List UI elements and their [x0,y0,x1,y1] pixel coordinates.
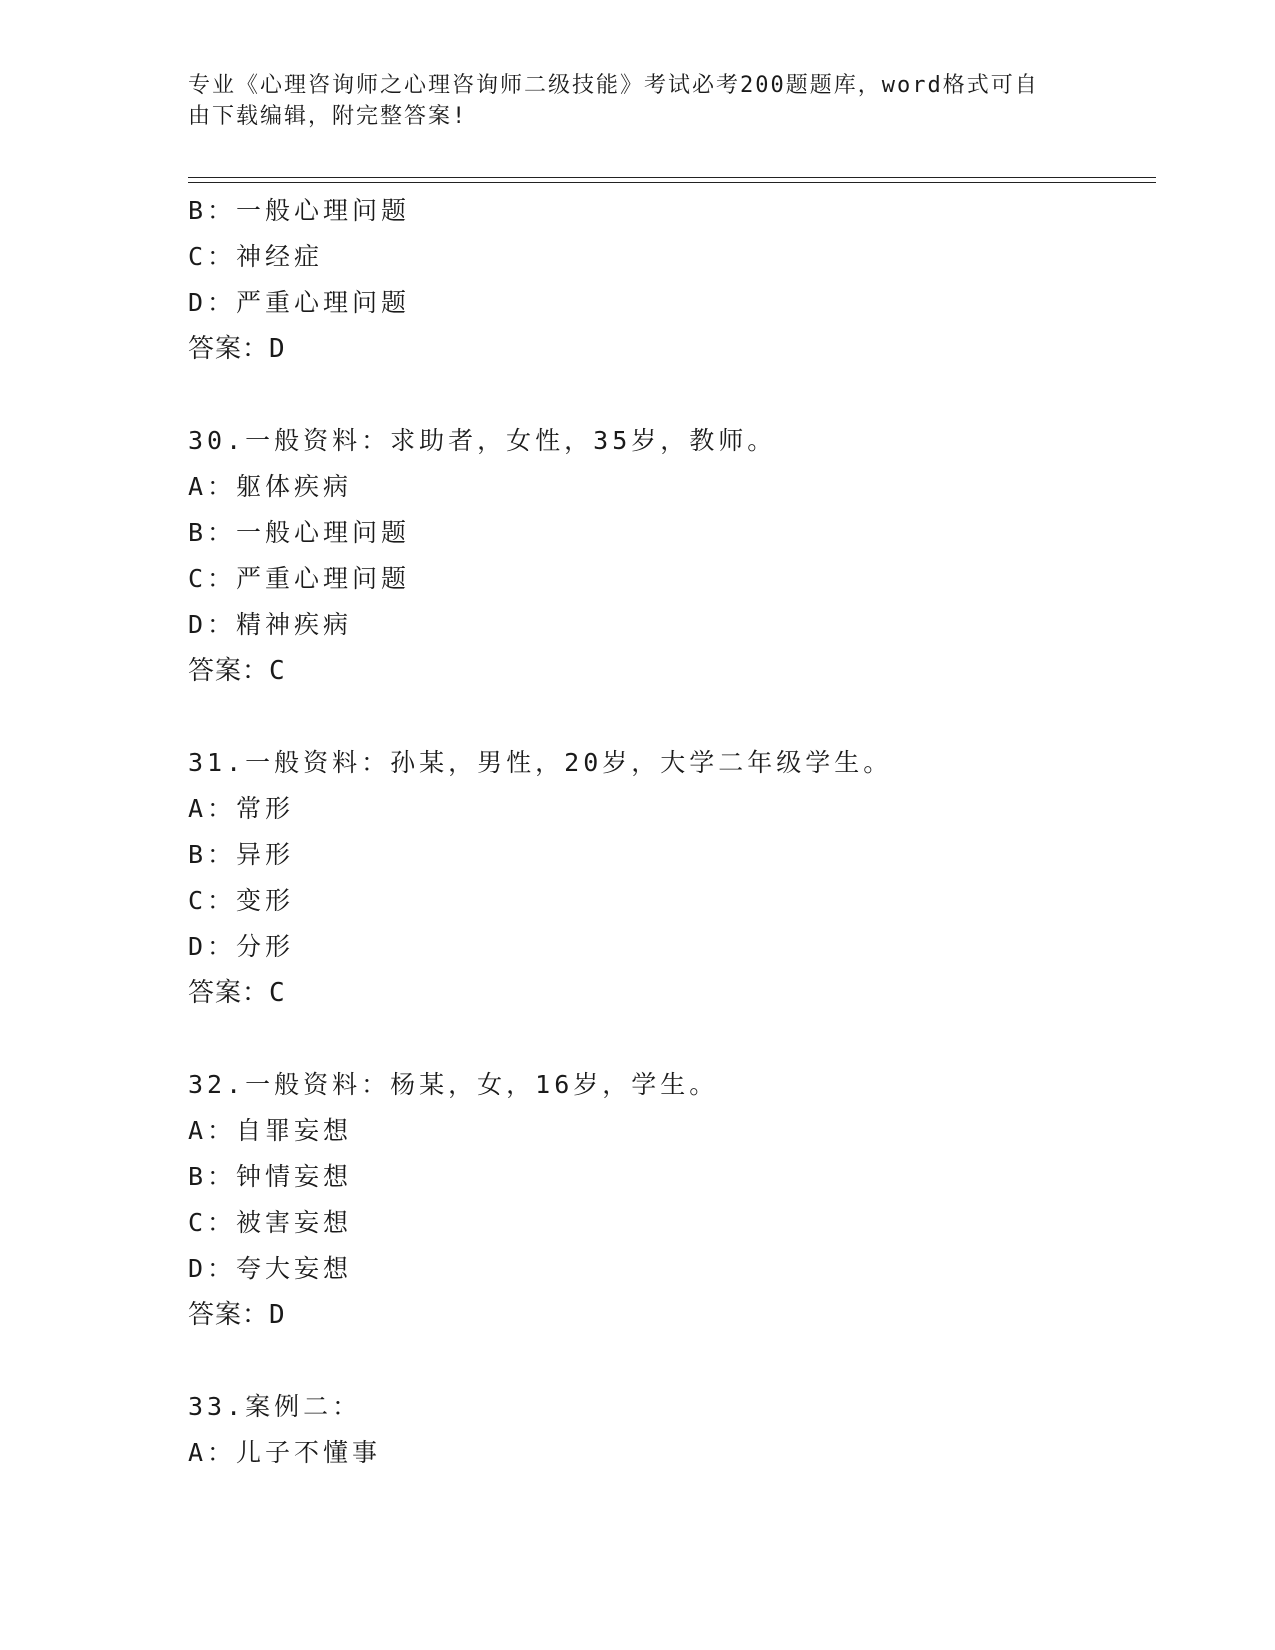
header-line-2: 由下载编辑，附完整答案! [188,104,468,129]
spacer [188,372,1156,418]
question-list [188,188,1156,1476]
option-b: B：一般心理问题 [188,196,411,225]
option-d: D：夸大妄想 [188,1254,353,1283]
option-d: D：分形 [188,932,295,961]
spacer [188,1338,1156,1384]
option-a: A：躯体疾病 [188,472,353,501]
option-b: B：钟情妄想 [188,1162,353,1191]
answer-line: 答案：D [188,1300,286,1330]
option-b: B：一般心理问题 [188,518,411,547]
document-header [188,70,1068,132]
option-c: C：变形 [188,886,295,915]
option-b: B：异形 [188,840,295,869]
option-a: A：常形 [188,794,295,823]
spacer [188,1016,1156,1062]
header-line-1: 专业《心理咨询师之心理咨询师二级技能》考试必考200题题库，word格式可自 [188,73,1039,98]
question-stem-32: 32.一般资料：杨某，女，16岁，学生。 [188,1070,719,1099]
header-divider-bottom [188,182,1156,183]
option-d: D：精神疾病 [188,610,353,639]
answer-line: 答案：C [188,656,286,686]
option-a: A：自罪妄想 [188,1116,353,1145]
answer-line: 答案：C [188,978,286,1008]
answer-line: 答案：D [188,334,286,364]
option-c: C：神经症 [188,242,324,271]
option-c: C：被害妄想 [188,1208,353,1237]
option-d: D：严重心理问题 [188,288,411,317]
option-c: C：严重心理问题 [188,564,411,593]
question-stem-31: 31.一般资料：孙某，男性，20岁，大学二年级学生。 [188,748,893,777]
header-divider-top [188,177,1156,178]
option-a: A：儿子不懂事 [188,1438,382,1467]
spacer [188,694,1156,740]
question-stem-30: 30.一般资料：求助者，女性，35岁，教师。 [188,426,777,455]
question-stem-33: 33.案例二： [188,1392,362,1421]
